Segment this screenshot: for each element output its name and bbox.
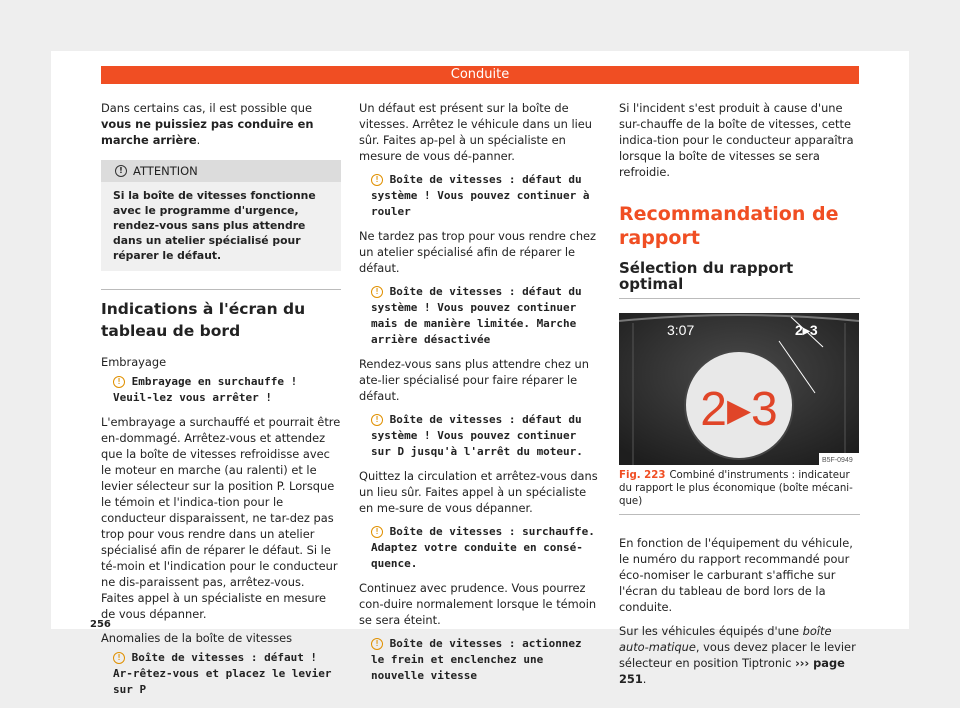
warning-light-icon: ! [371,526,383,538]
warning-message: ! Boîte de vitesses : surchauffe. Adaptez votre conduite en consé-quence. [371,525,595,570]
warning-light-icon: ! [371,286,383,298]
figure-instrument-cluster [619,313,859,465]
warning-light-icon: ! [371,174,383,186]
column-middle [359,100,600,692]
body-paragraph: Un défaut est présent sur la boîte de vitesses. Arrêtez le véhicule dans un lieu sûr. Faites ap-pel à un spécialiste en mesure de vous dé-panner. [359,101,593,163]
chapter-section-title: Recommandation de rapport [619,203,839,249]
warning-message: ! Boîte de vitesses : actionnez le frein et enclenchez une nouvelle vitesse [371,637,582,682]
body-paragraph: Ne tardez pas trop pour vous rendre chez un atelier spécialisé afin de réparer le défaut. [359,229,597,275]
body-paragraph: L'embrayage a surchauffé et pourrait être en-dommagé. Arrêtez-vous et attendez que la boîte de vitesses refroidisse avec le moteur en marche (au ralenti) et le levier sélecteur sur la position P. Lorsque le témoin et l'indica-tion pour le conducteur disparaissent, ne tar-dez pas trop pour vous rendre dans un atelier spécialisé afin de réparer le défaut. Si le té-moin et l'indication pour le conducteur ne dis-paraissent pas, arrêtez-vous. Faites appel à un spécialiste en mesure de vous dépanner. [101,415,341,621]
intro-paragraph: Dans certains cas, il est possible que vous ne puissiez pas conduire en marche arrière. [101,101,314,147]
warning-message: ! Boîte de vitesses : défaut ! Ar-rêtez-vous et placez le levier sur P [113,651,332,696]
body-paragraph: Continuez avec prudence. Vous pourrez con-duire normalement lorsque le témoin se sera éteint. [359,581,597,627]
cluster-gear-indicator: 2▸3 [795,322,818,338]
cluster-illustration [619,313,859,465]
subheading-gearbox: Anomalies de la boîte de vitesses [101,631,293,645]
cluster-time: 3:07 [667,322,695,338]
warning-light-icon: ! [371,414,383,426]
section-title: Indications à l'écran du tableau de bord [101,289,341,342]
warning-title: ATTENTION [133,164,198,178]
warning-message: ! Boîte de vitesses : défaut du système ! Vous pouvez continuer à rouler [371,173,590,218]
page-reference-link[interactable]: ››› page 251 [619,656,845,686]
body-paragraph: En fonction de l'équipement du véhicule, le numéro du rapport recommandé pour éco-nomiser le carburant s'affiche sur l'écran du tableau de bord lors de la conduite. [619,536,853,614]
warning-message: ! Boîte de vitesses : défaut du système ! Vous pouvez continuer sur D jusqu'à l'arrêt du moteur. [371,413,583,458]
figure-caption: Fig. 223 Combiné d'instruments : indicateur du rapport le plus économique (boîte mécani-que) [619,469,860,515]
column-right [619,100,860,695]
subsection-title: Sélection du rapport optimal [619,260,860,299]
warning-header [101,160,341,182]
warning-light-icon: ! [113,376,125,388]
column-left [101,100,341,706]
subheading-clutch: Embrayage [101,355,167,369]
exclamation-circle-icon: ! [115,165,127,177]
body-paragraph: Si l'incident s'est produit à cause d'une sur-chauffe de la boîte de vitesses, cette indica-tion pour le conducteur apparaîtra lorsque la boîte de vitesses se sera refroidie. [619,101,854,179]
figure-code: B5F-0949 [822,457,853,464]
body-paragraph: Rendez-vous sans plus attendre chez un ate-lier spécialisé pour faire réparer le défaut. [359,357,589,403]
warning-body: Si la boîte de vitesses fonctionne avec le programme d'urgence, rendez-vous sans plus attendre dans un atelier spécialisé pour réparer le défaut. [101,182,341,271]
callout-gear-recommendation: 2▸3 [700,383,778,436]
warning-light-icon: ! [371,638,383,650]
body-paragraph: Quittez la circulation et arrêtez-vous dans un lieu sûr. Faites appel à un spécialiste en me-sure de vous dépanner. [359,469,598,515]
warning-message: ! Boîte de vitesses : défaut du système ! Vous pouvez continuer mais de manière limitée. Marche arrière désactivée [371,285,582,346]
page-number: 256 [90,619,111,630]
body-paragraph: Sur les véhicules équipés d'une boîte auto-matique, vous devez placer le levier sélecteur en position Tiptronic ››› page 251. [619,624,856,686]
warning-box [101,160,341,271]
chapter-header: Conduite [101,66,859,84]
warning-message: ! Embrayage en surchauffe ! Veuil-lez vous arrêter ! [113,375,298,404]
warning-light-icon: ! [113,652,125,664]
